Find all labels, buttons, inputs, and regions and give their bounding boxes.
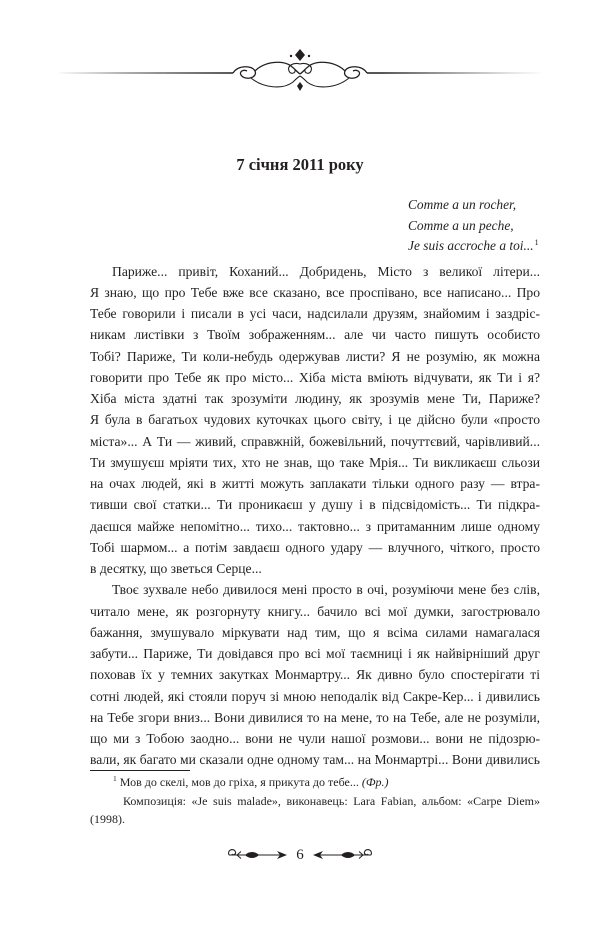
text-line: міста»... А Ти — живий, справжній, божевільний, почуттєвий, чарівливий... (90, 433, 540, 449)
paragraph (90, 261, 540, 580)
epigraph (408, 195, 588, 257)
page-number: 6 (296, 847, 304, 863)
footnote (90, 773, 540, 829)
footnote-translation-line (90, 773, 540, 792)
entry-date-heading: 7 січня 2011 року (236, 155, 364, 174)
text-line: Хіба міста здатні так зрозуміти людину, як зрозумів мене Ти, Париже? (90, 391, 540, 406)
text-line: Париже... привіт, Коханий... Добридень, Місто з великої літери... (112, 263, 540, 279)
footnote-source-line: Композиція: «Je suis malade», виконавець: Lara Fabian, альбом: «Carpe Diem» (123, 793, 540, 808)
text-line: забути... Париже, Ти довідався про всі мої таємниці і як найвірніший друг (90, 646, 540, 661)
text-line: поховав їх у темних закутках Монмартру... Як дивно було спостерігати ті (90, 667, 540, 683)
text-line: на очах людей, які в житті можуть заплакати тільки одного разу — втра- (90, 476, 540, 491)
text-line: Тобі? Париже, Ти коли-небудь одержував листи? Я не розумію, як можна (90, 348, 540, 364)
body-text (90, 261, 540, 771)
text-line: вали, як багато ми сказали одне одному там... на Монмартрі... Вони дивились (90, 752, 540, 768)
text-line: читало мене, як розгорнуту книгу... бачило всі мої думки, загострювало (90, 603, 540, 619)
paragraph (90, 579, 540, 770)
footnote-language-note: (Фр.) (361, 775, 389, 789)
footnote-reference-marker: 1 (534, 238, 539, 247)
epigraph-line: Comme a un rocher, (408, 197, 517, 212)
epigraph-last-line (408, 236, 588, 257)
text-line: сотні людей, які стояли поруч зі мною неподалік від Сакре-Кер... і дивились (90, 688, 540, 704)
text-line: никам листівки з Твоїм зображенням... але чи часто пишуть особисто (90, 327, 540, 343)
footnote-marker: 1 (113, 774, 117, 783)
top-ornament-flourish-icon (55, 48, 545, 92)
text-line: бажання, змушувало міркувати над тим, що я всіма силами намагалася (90, 624, 540, 640)
text-line: Ти змушуєш мріяти тих, хто не знав, що таке Мрія... Ти викликаєш сльози (90, 454, 540, 470)
footnote-source-line: (1998). (90, 812, 125, 826)
footnote-translation: Мов до скелі, мов до гріха, я прикута до тебе... (119, 775, 359, 789)
footnote-separator-rule (90, 770, 190, 771)
text-line: в десятку, що зветься Серце... (90, 561, 262, 576)
text-line: Тобі шармом... а потім завдаєш одного удару — влучного, чіткого, просто (90, 539, 540, 555)
epigraph-line-text: Je suis accroche a toi... (408, 238, 534, 253)
text-line: даєшся майже непомітно... тихо... тактовно... з притаманним лише одному (90, 518, 540, 534)
text-line: Я була в багатьох чудових куточках цього світу, і це дійсно були «просто (90, 412, 540, 428)
text-line: говорити про Тебе як про місто... Хіба міста вміють відчувати, як Ти і я? (90, 369, 540, 385)
text-line: на Тебе згори вниз... Вони дивилися то на мене, то на Тебе, але не розуміли, (90, 709, 540, 725)
text-line: що ми з Тобою заодно... вони не чули нашої розмови... вони не підозрю- (90, 731, 540, 746)
text-line: Тебе говорили і писали в усі часи, надсилали друзям, знайомим і заздріс- (90, 306, 540, 321)
text-line: Твоє зухвале небо дивилося мені просто в очі, розуміючи мене без слів, (112, 582, 540, 598)
text-line: тивши свої статки... Ти проникаєш у душу і в підсвідомість... Ти підкра- (90, 497, 540, 513)
text-line: Я знаю, що про Тебе вже все сказано, все проспівано, все написано... Про (90, 284, 540, 300)
epigraph-line: Comme a un peche, (408, 217, 514, 233)
